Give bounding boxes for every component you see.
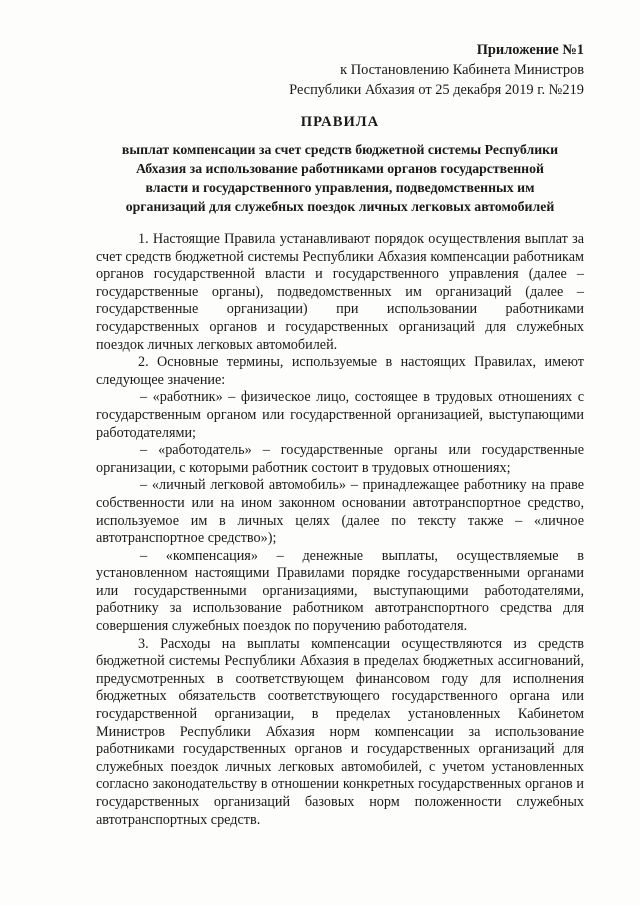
subtitle-line: выплат компенсации за счет средств бюджетной системы Республики <box>121 142 559 157</box>
subtitle-line: Абхазия за использование работниками органов государственной <box>136 161 544 176</box>
appendix-header <box>96 40 584 100</box>
paragraph-3: 3. Расходы на выплаты компенсации осуществляются из средств бюджетной системы Республики Абхазия в пределах бюджетных ассигнований, предусмотренных в соответствующем финансовом году для исполнения бюджетных обязательств соответствующего государственного органа или государственной организации, в пределах установленных Кабинетом Министров Республики Абхазия норм компенсации за использование работниками государственных органов и государственных организаций для служебных поездок личных легковых автомобилей, с учетом установленных согласно законодательству в отношении конкретных государственных органов и государственных организаций базовых норм положенности служебных автотранспортных средств. <box>96 635 584 828</box>
term-personal-car: – «личный легковой автомобиль» – принадлежащее работнику на праве собственности или на ином законном основании автотранспортное средство, используемое им в личных целях (далее по тексту также – «личное автотранспортное средство»); <box>96 477 584 547</box>
paragraph-1: 1. Настоящие Правила устанавливают порядок осуществления выплат за счет средств бюджетной системы Республики Абхазия компенсации работникам органов государственной власти и государственного управления (далее – государственные органы), подведомственных им организаций (далее – государственные организации) при использовании работниками государственных органов и государственных организаций для служебных поездок личных легковых автомобилей. <box>96 231 584 353</box>
appendix-reference-line2: Республики Абхазия от 25 декабря 2019 г. №219 <box>289 82 584 98</box>
term-compensation: – «компенсация» – денежные выплаты, осуществляемые в установленном настоящими Правилами порядке государственными органами или государственными организациями, выступающими работодателями, работнику за использование работником автотранспортного средства для совершения служебных поездок по поручению работодателя. <box>96 547 584 635</box>
subtitle-line: организаций для служебных поездок личных легковых автомобилей <box>125 199 555 214</box>
paragraph-2: 2. Основные термины, используемые в настоящих Правилах, имеют следующее значение: <box>96 354 584 388</box>
term-employer: – «работодатель» – государственные органы или государственные организации, с которыми работник состоит в трудовых отношениях; <box>96 442 584 476</box>
appendix-reference-line1: к Постановлению Кабинета Министров <box>340 62 584 78</box>
appendix-number: Приложение №1 <box>476 42 584 58</box>
document-subtitle <box>96 140 584 216</box>
subtitle-line: власти и государственного управления, подведомственных им <box>145 180 535 195</box>
term-worker: – «работник» – физическое лицо, состоящее в трудовых отношениях с государственным органом или государственной организацией, выступающими работодателями; <box>96 389 584 441</box>
document-title: ПРАВИЛА <box>300 114 380 130</box>
document-body <box>96 231 584 829</box>
